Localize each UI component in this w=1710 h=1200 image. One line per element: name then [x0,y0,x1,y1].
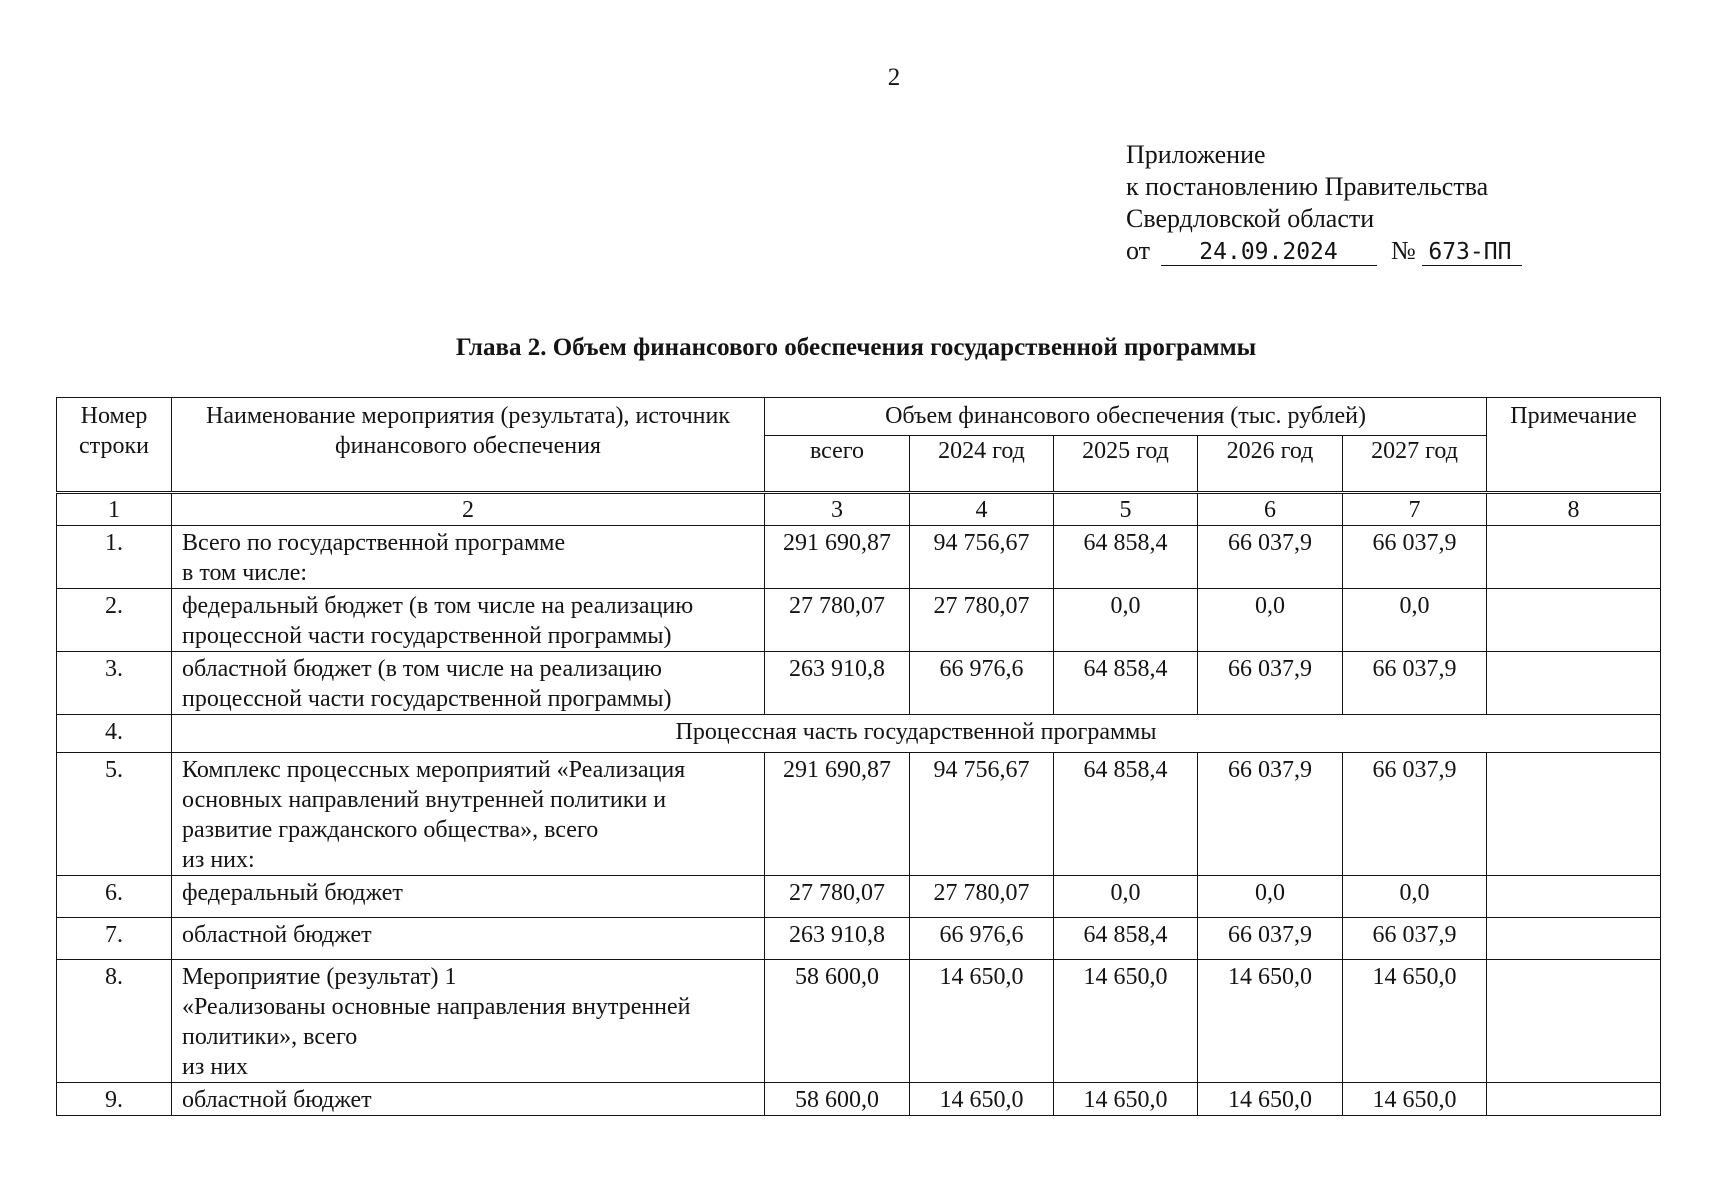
row-number-cell: 1. [57,526,172,589]
row-name-cell: областной бюджет (в том числе на реализацию процессной части государственной программы) [172,652,765,715]
appendix-resolution: к постановлению Правительства [1126,172,1489,201]
value-cell-y2027: 66 037,9 [1343,526,1487,589]
appendix-date-line [1126,235,1522,267]
appendix-region: Свердловской области [1126,204,1375,233]
header-note: Примечание [1487,398,1661,492]
appendix-title: Приложение [1126,140,1266,169]
note-cell [1487,753,1661,876]
header-2027: 2027 год [1343,436,1487,492]
financing-table [56,397,1661,1116]
value-cell-y2027: 14 650,0 [1343,1083,1487,1116]
row-number-cell: 2. [57,589,172,652]
value-cell-y2026: 0,0 [1198,589,1343,652]
table-row [57,876,1661,918]
value-cell-y2025: 0,0 [1054,876,1198,918]
value-cell-y2027: 66 037,9 [1343,753,1487,876]
note-cell [1487,652,1661,715]
column-number: 4 [910,494,1054,526]
row-number-cell: 6. [57,876,172,918]
column-number: 1 [57,494,172,526]
row-name-cell: областной бюджет [172,1083,765,1116]
row-number-cell: 5. [57,753,172,876]
note-cell [1487,918,1661,960]
value-cell-y2024: 27 780,07 [910,589,1054,652]
header-total: всего [765,436,910,492]
value-cell-y2025: 14 650,0 [1054,1083,1198,1116]
value-cell-y2027: 0,0 [1343,876,1487,918]
resolution-date: 24.09.2024 [1161,239,1377,266]
value-cell-y2027: 14 650,0 [1343,960,1487,1083]
value-cell-y2025: 64 858,4 [1054,918,1198,960]
row-number-cell: 8. [57,960,172,1083]
header-2025: 2025 год [1054,436,1198,492]
row-number-cell: 4. [57,715,172,753]
header-2026: 2026 год [1198,436,1343,492]
header-2024: 2024 год [910,436,1054,492]
chapter-heading: Глава 2. Объем финансового обеспечения государственной программы [455,334,1257,361]
value-cell-y2026: 66 037,9 [1198,918,1343,960]
table-row [57,960,1661,1083]
value-cell-y2024: 14 650,0 [910,960,1054,1083]
value-cell-y2026: 66 037,9 [1198,753,1343,876]
header-row-number: Номер строки [57,398,172,492]
column-number: 8 [1487,494,1661,526]
value-cell-y2024: 94 756,67 [910,753,1054,876]
table-row [57,526,1661,589]
note-cell [1487,589,1661,652]
row-name-cell: областной бюджет [172,918,765,960]
column-number: 6 [1198,494,1343,526]
value-cell-y2027: 0,0 [1343,589,1487,652]
table-row [57,753,1661,876]
row-name-cell: федеральный бюджет (в том числе на реализацию процессной части государственной программы) [172,589,765,652]
value-cell-total: 263 910,8 [765,918,910,960]
value-cell-total: 291 690,87 [765,526,910,589]
resolution-number: 673-ПП [1422,239,1522,266]
value-cell-total: 27 780,07 [765,589,910,652]
table-row [57,589,1661,652]
table-row [57,715,1661,753]
column-number: 2 [172,494,765,526]
note-cell [1487,1083,1661,1116]
header-name: Наименование мероприятия (результата), источник финансового обеспечения [172,398,765,492]
table-row [57,652,1661,715]
note-cell [1487,960,1661,1083]
value-cell-y2024: 27 780,07 [910,876,1054,918]
row-name-cell: Мероприятие (результат) 1 «Реализованы основные направления внутренней политики», всего из них [172,960,765,1083]
value-cell-y2024: 66 976,6 [910,652,1054,715]
column-numbers-row [57,494,1661,526]
value-cell-y2024: 14 650,0 [910,1083,1054,1116]
row-number-cell: 9. [57,1083,172,1116]
column-number: 5 [1054,494,1198,526]
note-cell [1487,526,1661,589]
value-cell-y2026: 66 037,9 [1198,526,1343,589]
value-cell-y2025: 64 858,4 [1054,753,1198,876]
column-number: 7 [1343,494,1487,526]
row-number-cell: 3. [57,652,172,715]
section-title-cell: Процессная часть государственной программы [172,715,1661,753]
table-row [57,918,1661,960]
page-number: 2 [887,64,901,91]
value-cell-y2025: 0,0 [1054,589,1198,652]
value-cell-y2027: 66 037,9 [1343,652,1487,715]
table-row [57,1083,1661,1116]
number-sign: № [1391,236,1416,265]
row-name-cell: Комплекс процессных мероприятий «Реализация основных направлений внутренней политики и развитие гражданского общества», всего из них: [172,753,765,876]
value-cell-y2025: 64 858,4 [1054,526,1198,589]
value-cell-total: 58 600,0 [765,1083,910,1116]
row-name-cell: Всего по государственной программе в том числе: [172,526,765,589]
value-cell-total: 27 780,07 [765,876,910,918]
value-cell-y2024: 94 756,67 [910,526,1054,589]
date-prefix: от [1126,236,1151,265]
appendix-block [1126,139,1522,267]
value-cell-total: 263 910,8 [765,652,910,715]
value-cell-y2026: 0,0 [1198,876,1343,918]
note-cell [1487,876,1661,918]
value-cell-y2026: 14 650,0 [1198,1083,1343,1116]
row-name-cell: федеральный бюджет [172,876,765,918]
value-cell-y2025: 64 858,4 [1054,652,1198,715]
value-cell-y2026: 14 650,0 [1198,960,1343,1083]
value-cell-total: 58 600,0 [765,960,910,1083]
value-cell-y2024: 66 976,6 [910,918,1054,960]
value-cell-y2026: 66 037,9 [1198,652,1343,715]
row-number-cell: 7. [57,918,172,960]
header-volume: Объем финансового обеспечения (тыс. рублей) [765,398,1487,436]
value-cell-total: 291 690,87 [765,753,910,876]
value-cell-y2027: 66 037,9 [1343,918,1487,960]
column-number: 3 [765,494,910,526]
value-cell-y2025: 14 650,0 [1054,960,1198,1083]
